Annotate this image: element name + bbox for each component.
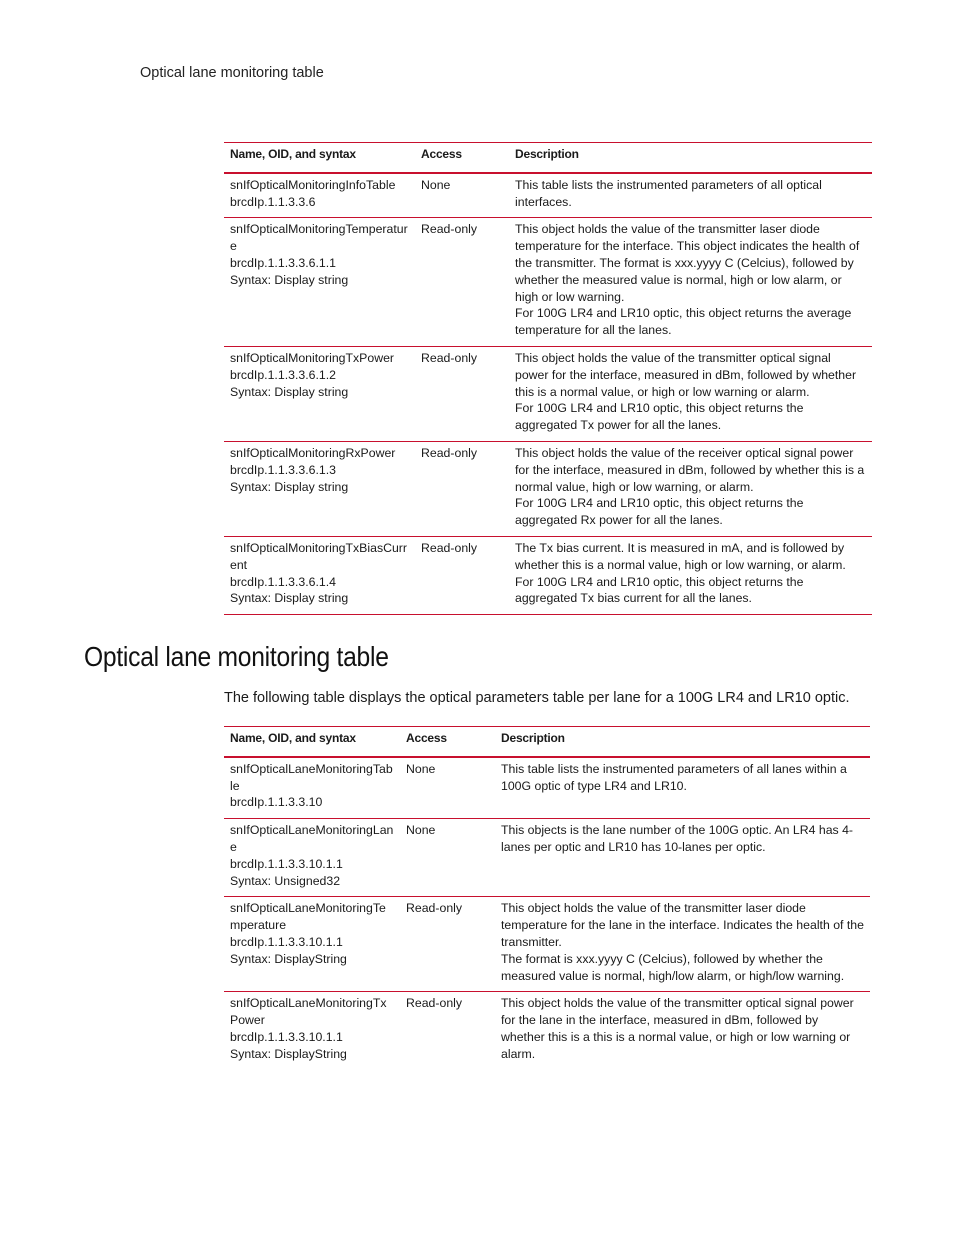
object-oid: brcdIp.1.1.3.3.6.1.3: [230, 462, 336, 477]
access-cell: Read-only: [415, 441, 509, 536]
column-header-description: Description: [495, 727, 870, 757]
name-cell: [224, 819, 400, 897]
description-text: The Tx bias current. It is measured in mA, and is followed by whether this is a normal value, high or low warning, or alarm.: [515, 540, 846, 572]
description-cell: [509, 218, 872, 347]
table-row: [224, 897, 870, 992]
description-cell: [509, 173, 872, 218]
table-row: [224, 346, 872, 441]
description-note: The format is xxx.yyyy C (Celcius), followed by whether the measured value is normal, high/low alarm, or high/low warning.: [501, 951, 845, 983]
object-name: snIfOpticalMonitoringTxBiasCurrent: [230, 540, 407, 572]
object-oid: brcdIp.1.1.3.3.10: [230, 795, 323, 810]
object-oid: brcdIp.1.1.3.3.10.1.1: [230, 1029, 343, 1044]
description-cell: [495, 992, 870, 1070]
description-text: This table lists the instrumented parameters of all optical interfaces.: [515, 177, 822, 209]
object-oid: brcdIp.1.1.3.3.6.1.2: [230, 367, 336, 382]
access-cell: Read-only: [406, 996, 463, 1011]
object-oid: brcdIp.1.1.3.3.10.1.1: [230, 934, 343, 949]
column-header-name: Name, OID, and syntax: [224, 727, 400, 757]
description-cell: [495, 819, 870, 897]
access-cell: None: [400, 757, 495, 819]
object-name: snIfOpticalLaneMonitoringTxPower: [230, 996, 387, 1028]
table-row: [224, 441, 872, 536]
object-syntax: Syntax: Display string: [230, 479, 349, 494]
object-name: snIfOpticalMonitoringInfoTable: [230, 177, 396, 192]
name-cell: [224, 536, 415, 614]
section-title: Optical lane monitoring table: [84, 641, 389, 672]
object-name: snIfOpticalMonitoringTxPower: [230, 350, 395, 365]
description-text: This object holds the value of the receiver optical signal power for the interface, measured in dBm, followed by whether this is a normal value, high or low warning, or alarm.: [515, 445, 865, 494]
column-header-access: Access: [400, 727, 495, 757]
table-row: [224, 218, 872, 347]
description-cell: [509, 536, 872, 614]
running-header: Optical lane monitoring table: [140, 65, 324, 81]
description-note: For 100G LR4 and LR10 optic, this object returns the aggregated Tx power for all the lanes.: [515, 401, 804, 433]
object-syntax: Syntax: DisplayString: [230, 951, 347, 966]
access-cell: Read-only: [415, 346, 509, 441]
description-note: For 100G LR4 and LR10 optic, this object returns the average temperature for all the lanes.: [515, 306, 852, 338]
access-cell: None: [400, 819, 495, 897]
object-name: snIfOpticalMonitoringRxPower: [230, 445, 396, 460]
name-cell: [224, 992, 400, 1070]
object-name: snIfOpticalLaneMonitoringLane: [230, 823, 394, 854]
description-note: For 100G LR4 and LR10 optic, this object returns the aggregated Rx power for all the lanes.: [515, 496, 804, 528]
access-cell: Read-only: [400, 897, 495, 992]
name-cell: [224, 173, 415, 218]
name-cell: [224, 346, 415, 441]
description-cell: [509, 346, 872, 441]
object-oid: brcdIp.1.1.3.3.6.1.1: [230, 255, 336, 270]
description-text: This object holds the value of the transmitter laser diode temperature for the lane in the interface. Indicates the health of the transmitter.: [501, 901, 864, 949]
object-syntax: Syntax: Display string: [230, 272, 349, 287]
optical-lane-monitoring-table: [224, 726, 870, 1070]
optical-monitoring-table: [224, 142, 872, 615]
description-text: This object holds the value of the transmitter laser diode temperature for the interface. This object indicates the health of the transmitter. The format is xxx.yyyy C (Celcius), followed by whether the measured value is normal, high or low alarm, or high or low warning.: [515, 222, 860, 304]
description-text: This objects is the lane number of the 100G optic. An LR4 has 4-lanes per optic and LR10 has 10-lanes per optic.: [501, 823, 854, 854]
object-name: snIfOpticalMonitoringTemperature: [230, 222, 408, 254]
description-note: For 100G LR4 and LR10 optic, this object returns the aggregated Tx bias current for all the lanes.: [515, 574, 804, 606]
object-name: snIfOpticalLaneMonitoringTemperature: [230, 901, 386, 933]
access-cell: None: [415, 173, 509, 218]
column-header-name: Name, OID, and syntax: [224, 143, 415, 173]
description-text: This object holds the value of the transmitter optical signal power for the lane in the interface, measured in dBm, followed by whether this is a this is a normal value, or high or low warning or alarm.: [501, 996, 854, 1061]
object-oid: brcdIp.1.1.3.3.6: [230, 194, 316, 209]
description-cell: [509, 441, 872, 536]
description-text: This object holds the value of the transmitter optical signal power for the interface, measured in dBm, followed by whether this is a normal value, or high or low warning or alarm.: [515, 350, 857, 399]
table-row: [224, 992, 870, 1070]
table-row: [224, 536, 872, 614]
name-cell: [224, 218, 415, 347]
object-syntax: Syntax: Unsigned32: [230, 873, 341, 888]
name-cell: [224, 441, 415, 536]
object-name: snIfOpticalLaneMonitoringTable: [230, 761, 393, 793]
table-header-row: [224, 143, 872, 173]
description-cell: [495, 757, 870, 819]
description-text: This table lists the instrumented parameters of all lanes within a 100G optic of type LR4 and LR10.: [501, 761, 847, 793]
name-cell: [224, 897, 400, 992]
description-cell: [495, 897, 870, 992]
column-header-description: Description: [509, 143, 872, 173]
object-oid: brcdIp.1.1.3.3.10.1.1: [230, 856, 343, 871]
table-header-row: [224, 727, 870, 757]
column-header-access: Access: [415, 143, 509, 173]
access-cell: Read-only: [415, 218, 509, 347]
object-syntax: Syntax: DisplayString: [230, 1046, 347, 1061]
table-row: [224, 757, 870, 819]
table-row: [224, 173, 872, 218]
object-syntax: Syntax: Display string: [230, 384, 349, 399]
section-intro: The following table displays the optical parameters table per lane for a 100G LR4 and LR10 optic.: [224, 690, 850, 706]
object-syntax: Syntax: Display string: [230, 591, 349, 606]
table-row: [224, 819, 870, 897]
object-oid: brcdIp.1.1.3.3.6.1.4: [230, 574, 336, 589]
access-cell: Read-only: [415, 536, 509, 614]
name-cell: [224, 757, 400, 819]
